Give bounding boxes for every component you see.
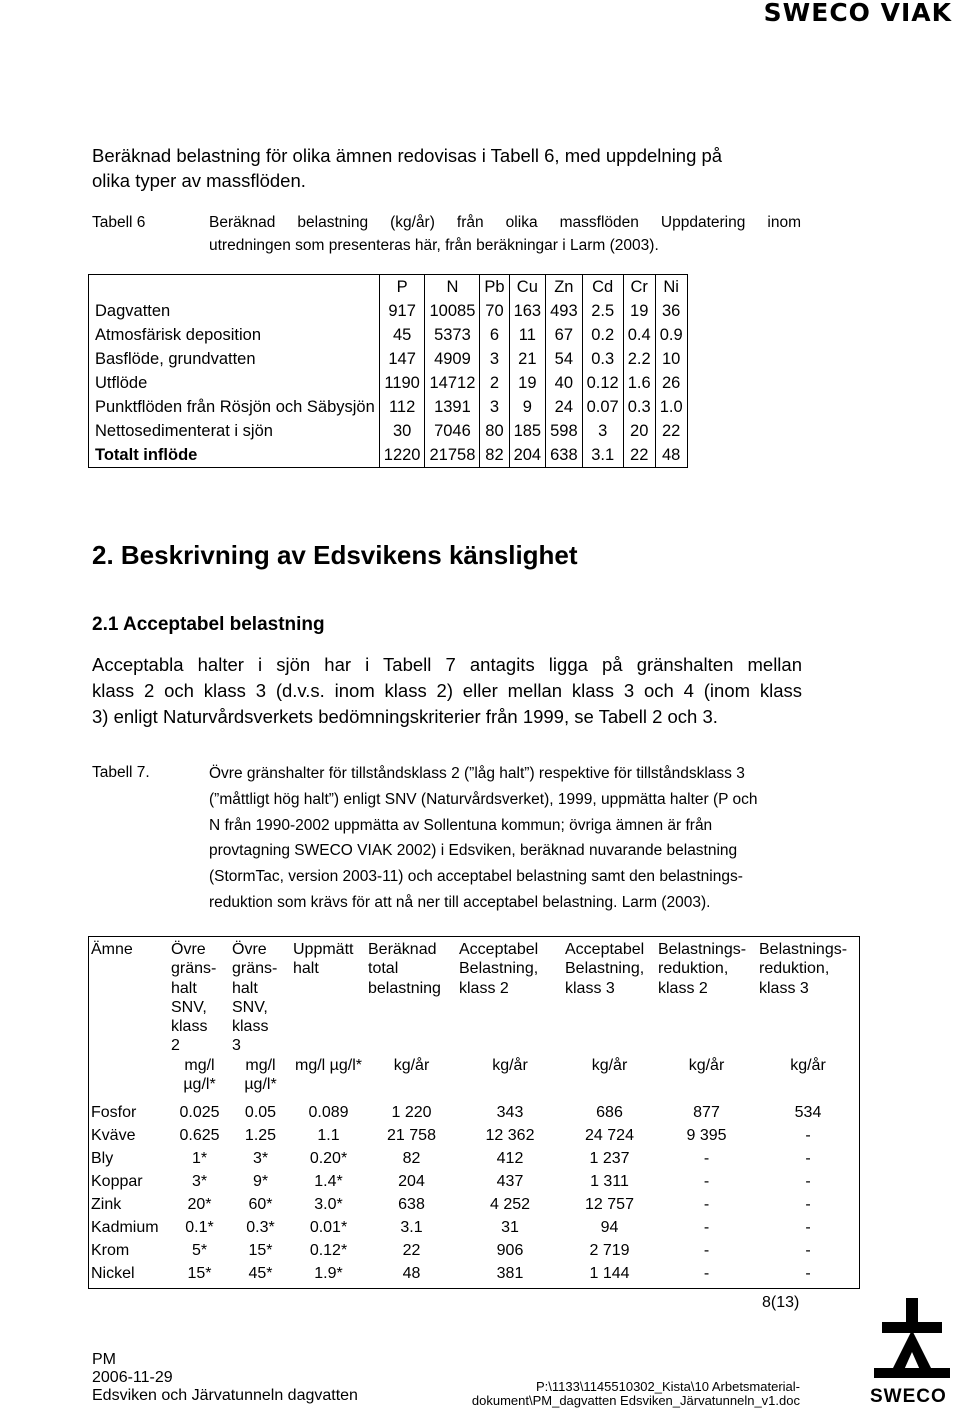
t7-cell: 0.12* [309,1241,348,1259]
t6-cell: P [379,275,425,300]
t6-cell: 493 [546,299,583,323]
t6-cell: 598 [546,419,583,443]
t7-unit-cell [89,1056,170,1104]
t7-row [89,1219,860,1242]
t6-cell: 70 [480,299,509,323]
t7-row-label: Zink [91,1195,122,1213]
t7-cell: 1.9* [314,1264,343,1282]
t7-cell: 24 724 [585,1126,634,1144]
t6-cell: 30 [379,419,425,443]
t6-cell: Cd [582,275,623,300]
t6-cell: 36 [655,299,687,323]
t7-cell: - [805,1172,811,1190]
t7-row-label: Kadmium [91,1218,159,1236]
acceptable-paragraph: Acceptabla halter i sjön har i Tabell 7 antagits ligga på gränshalten mellan klass 2 och klass 3 (d.v.s. inom klass 2) eller mellan klass 3 och 4 (inom klass 3) enligt Naturvårdsverkets bedömningskriterier från 1999, se Tabell 2 och 3. [92,654,802,727]
t7-cell: 2 719 [589,1241,630,1259]
t7-cell: 0.01* [309,1218,348,1236]
t6-cell: Zn [546,275,583,300]
t7-cell: 0.089 [308,1103,349,1121]
t6-row-label: Totalt inflöde [89,443,380,468]
table-7 [88,936,860,1289]
t6-row-label: Punktflöden från Rösjön och Säbysjön [89,395,380,419]
t7-header-cell: Beräknad total belastning [368,941,441,997]
t7-cell: 0.625 [179,1126,220,1144]
t7-cell: 0.1* [185,1218,214,1236]
table7-caption: Övre gränshalter för tillståndsklass 2 (”låg halt”) respektive för tillståndsklass 3 (”måttligt hög halt”) enligt SNV (Naturvårdsverket), 1999, uppmätta halter (P och N från 1990-2002 uppmätta av Sollentuna kommun; övriga ämnen är från provtagning SWECO VIAK 2002) i Edsviken, beräknad nuvarande belastning (StormTac, version 2003-11) och acceptabel belastning samt den belastnings- reduktion som krävs för att nå ner till acceptabel belastning. Larm (2003). [209,765,758,911]
t6-cell: 2.5 [582,299,623,323]
t7-row [89,1104,860,1127]
t6-row [89,299,688,323]
t7-row [89,1173,860,1196]
t6-cell: 0.12 [582,371,623,395]
t7-cell: 15* [187,1264,212,1282]
t7-cell: 1 237 [589,1149,630,1167]
t7-cell: - [703,1195,710,1213]
t7-units-row [89,1056,860,1104]
t6-cell: 11 [509,323,546,347]
t6-cell: 19 [509,371,546,395]
sweco-mark-icon [868,1292,956,1388]
t6-cell: 26 [655,371,687,395]
t6-cell: 0.9 [655,323,687,347]
t6-cell: 82 [480,443,509,468]
t6-cell: 112 [379,395,425,419]
t6-row-label: Basflöde, grundvatten [89,347,380,371]
t6-cell: 0.3 [623,395,655,419]
t7-cell: 15* [248,1241,273,1259]
t7-cell: 0.3* [246,1218,275,1236]
t7-cell: 45* [248,1264,273,1282]
sweco-logo: SWECO [868,1292,956,1408]
footer-path: P:\1133\1145510302_Kista\10 Arbetsmaterial- dokument\PM_dagvatten Edsviken_Järvatunneln_v1.doc [471,1379,800,1408]
t7-cell: 9* [252,1172,269,1190]
t7-cell: - [805,1241,811,1259]
t6-cell: 5373 [425,323,480,347]
t6-cell: 163 [509,299,546,323]
t7-row [89,1242,860,1265]
t7-header-row [89,937,860,1056]
t7-unit-cell: kg/år [393,1056,430,1074]
t7-cell: 0.025 [179,1103,220,1121]
t7-cell: 343 [496,1103,524,1121]
t7-cell: 5* [191,1241,208,1259]
t6-cell: 21 [509,347,546,371]
t7-cell: - [703,1172,710,1190]
t6-row [89,323,688,347]
t6-row [89,395,688,419]
t6-cell: 24 [546,395,583,419]
section-heading: 2. Beskrivning av Edsvikens känslighet [92,540,578,570]
t7-cell: 60* [248,1195,273,1213]
t6-cell: 3 [480,347,509,371]
t7-row-label: Kväve [91,1126,136,1144]
t7-cell: 877 [693,1103,720,1121]
t7-row-label: Fosfor [91,1103,137,1121]
t6-cell: 0.2 [582,323,623,347]
t6-cell: Pb [480,275,509,300]
t7-unit-cell: kg/år [492,1056,528,1074]
t7-cell: 0.05 [244,1103,277,1121]
t7-unit-cell: kg/år [591,1056,628,1074]
t7-row-label: Koppar [91,1172,143,1190]
t7-unit-cell: kg/år [790,1056,826,1074]
t7-unit-cell: mg/l µg/l* [294,1056,362,1074]
t7-header-cell: Acceptabel Belastning, klass 2 [459,941,539,997]
t7-cell: 1 311 [590,1172,629,1190]
t7-cell: 906 [496,1241,524,1259]
subsection-heading: 2.1 Acceptabel belastning [92,614,325,635]
t6-cell: Ni [655,275,687,300]
t7-header-cell: Uppmätt halt [293,941,354,978]
t7-cell: 0.20* [309,1149,348,1167]
t7-unit-cell: kg/år [688,1056,725,1074]
t7-cell: 686 [596,1103,623,1121]
table6-caption: Beräknad belastning (kg/år) från olika massflöden Uppdatering inom utredningen som presenteras här, från beräkningar i Larm (2003). [209,214,801,254]
t7-cell: 4 252 [489,1195,531,1213]
footer-left: PM 2006-11-29 Edsviken och Järvatunneln dagvatten [92,1351,358,1404]
t7-cell: - [805,1149,811,1167]
sweco-viak-logo: SWECO VIAK [763,0,952,27]
t6-cell: 0.3 [582,347,623,371]
t6-cell: 7046 [425,419,480,443]
t6-cell: 21758 [425,443,480,468]
t6-row-label: Nettosedimenterat i sjön [89,419,380,443]
t6-cell: 67 [546,323,583,347]
t6-cell: Cr [623,275,655,300]
t7-row-label: Nickel [91,1264,135,1282]
t7-cell: 1 220 [391,1103,432,1121]
t6-cell: 638 [546,443,583,468]
t7-cell: 437 [496,1172,524,1190]
t6-cell: 3 [582,419,623,443]
t7-row-label: Bly [91,1149,114,1167]
t7-header-cell: Ämne [91,941,133,958]
t7-cell: - [805,1126,811,1144]
t7-cell: 1.25 [244,1126,277,1144]
t7-header-cell: Övre gräns- halt SNV, klass 2 [171,941,217,1055]
t6-cell: 0.4 [623,323,655,347]
t6-cell: 9 [509,395,546,419]
t7-cell: 1.1 [317,1126,340,1144]
t7-cell: 3* [191,1172,208,1190]
t6-cell: 917 [379,299,425,323]
t7-row [89,1150,860,1173]
t6-cell: 1.0 [655,395,687,419]
t7-cell: 31 [501,1218,519,1236]
t7-row [89,1265,860,1289]
t7-cell: 638 [398,1195,425,1213]
t7-cell: 9 395 [686,1126,727,1144]
t7-unit-cell: mg/l µg/l* [244,1056,277,1094]
t7-cell: 381 [496,1264,524,1282]
t7-cell: 412 [496,1149,524,1167]
t7-cell: 1.4* [314,1172,343,1190]
t6-row-label: Dagvatten [89,299,380,323]
t7-cell: 21 758 [387,1126,436,1144]
t7-header-cell: Övre gräns- halt SNV, klass 3 [232,941,278,1055]
t6-cell: 185 [509,419,546,443]
table-6 [88,274,688,468]
t6-row-label: Utflöde [89,371,380,395]
t7-row [89,1196,860,1219]
t6-cell: 1391 [425,395,480,419]
t6-cell: N [425,275,480,300]
t6-cell: 1220 [379,443,425,468]
t6-cell: 4909 [425,347,480,371]
t7-cell: - [703,1264,710,1282]
t6-cell: 54 [546,347,583,371]
t7-cell: - [805,1264,811,1282]
t7-cell: 20* [187,1195,212,1213]
t6-row-label [89,275,380,300]
t6-row [89,443,688,468]
t7-cell: 12 757 [585,1195,634,1213]
t6-cell: 40 [546,371,583,395]
t7-header-cell: Belastnings- reduktion, klass 3 [759,941,848,997]
t6-cell: 45 [379,323,425,347]
t6-cell: 22 [623,443,655,468]
t7-cell: - [703,1241,710,1259]
t6-row [89,347,688,371]
t6-cell: 2 [480,371,509,395]
table6-label: Tabell 6 [92,214,146,231]
t6-cell: 14712 [425,371,480,395]
t7-cell: 534 [794,1103,822,1121]
t7-cell: 3.1 [400,1218,423,1236]
t7-cell: 204 [398,1172,425,1190]
t7-row [89,1127,860,1150]
table7-label: Tabell 7. [92,764,150,781]
t7-cell: - [805,1218,811,1236]
t7-row-label: Krom [91,1241,130,1259]
t6-cell: 10085 [425,299,480,323]
t7-header-cell: Acceptabel Belastning, klass 3 [565,941,645,997]
t7-cell: - [805,1195,811,1213]
t6-cell: 19 [623,299,655,323]
t6-cell: 10 [655,347,687,371]
t6-cell: 48 [655,443,687,468]
t6-cell: Cu [509,275,546,300]
t7-cell: 3* [252,1149,269,1167]
t7-cell: 3.0* [314,1195,343,1213]
t7-unit-cell: mg/l µg/l* [183,1056,216,1094]
t6-cell: 1190 [379,371,425,395]
t6-header-row [89,275,688,300]
t6-cell: 1.6 [623,371,655,395]
t6-cell: 22 [655,419,687,443]
t7-cell: 94 [600,1218,619,1236]
t7-header-cell: Belastnings- reduktion, klass 2 [658,941,747,997]
t6-cell: 3.1 [582,443,623,468]
t6-cell: 3 [480,395,509,419]
t6-cell: 2.2 [623,347,655,371]
t6-row [89,371,688,395]
page-number: 8(13) [762,1294,800,1311]
t7-cell: 1* [191,1149,208,1167]
t7-cell: 48 [402,1264,421,1282]
t6-row [89,419,688,443]
t6-cell: 80 [480,419,509,443]
t6-cell: 147 [379,347,425,371]
t7-cell: 1 144 [589,1264,630,1282]
t7-cell: 12 362 [485,1126,535,1144]
t6-cell: 204 [509,443,546,468]
t6-cell: 0.07 [582,395,623,419]
t6-cell: 6 [480,323,509,347]
intro-paragraph: Beräknad belastning för olika ämnen redovisas i Tabell 6, med uppdelning på olika typer av massflöden. [92,145,723,191]
t7-cell: - [703,1149,710,1167]
t7-cell: 22 [402,1241,421,1259]
t7-cell: 82 [402,1149,421,1167]
t6-row-label: Atmosfärisk deposition [89,323,380,347]
t7-cell: - [703,1218,710,1236]
t6-cell: 20 [623,419,655,443]
